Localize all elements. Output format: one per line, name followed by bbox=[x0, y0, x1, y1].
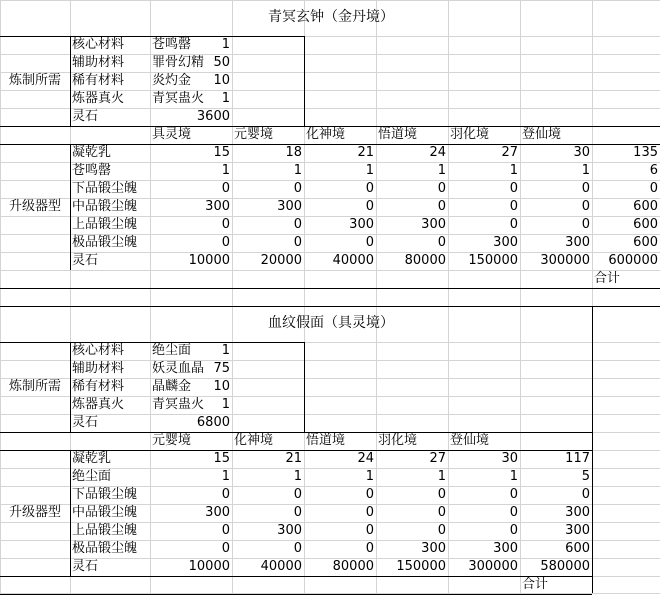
border-line bbox=[70, 342, 71, 432]
upgrade-value: 0 bbox=[221, 181, 230, 196]
upgrade-value: 1 bbox=[509, 469, 518, 484]
upgrade-row-label: 中品锻尘魄 bbox=[72, 199, 138, 214]
upgrade-value: 0 bbox=[581, 487, 590, 502]
craft-row-label: 辅助材料 bbox=[72, 55, 125, 70]
craft-item-name: 绝尘面 bbox=[152, 343, 192, 358]
upgrade-value: 0 bbox=[365, 523, 374, 538]
upgrade-value: 300 bbox=[277, 199, 302, 214]
craft-item-qty: 6800 bbox=[196, 415, 230, 430]
upgrade-value: 300 bbox=[421, 541, 446, 556]
gridline bbox=[232, 0, 233, 593]
upgrade-value: 300 bbox=[349, 217, 374, 232]
upgrade-value: 1 bbox=[293, 469, 302, 484]
craft-section-label: 炼制所需 bbox=[8, 73, 61, 88]
upgrade-section-label: 升级器型 bbox=[8, 199, 61, 214]
upgrade-value: 0 bbox=[365, 541, 374, 556]
upgrade-value: 300 bbox=[205, 505, 230, 520]
total-label: 合计 bbox=[594, 271, 621, 286]
tier-header: 元婴境 bbox=[152, 433, 192, 448]
upgrade-value: 300000 bbox=[468, 559, 518, 574]
tier-header: 悟道境 bbox=[306, 433, 346, 448]
upgrade-value: 117 bbox=[565, 451, 590, 466]
upgrade-value: 0 bbox=[437, 181, 446, 196]
craft-row-label: 稀有材料 bbox=[72, 379, 125, 394]
upgrade-value: 20000 bbox=[260, 253, 302, 268]
border-line bbox=[304, 36, 305, 126]
upgrade-value: 300000 bbox=[540, 253, 590, 268]
craft-row-label: 核心材料 bbox=[72, 37, 125, 52]
upgrade-row-label: 凝乾乳 bbox=[72, 145, 112, 160]
craft-row-label: 辅助材料 bbox=[72, 361, 125, 376]
upgrade-value: 600 bbox=[633, 235, 658, 250]
tier-header: 化神境 bbox=[306, 127, 346, 142]
upgrade-row-label: 上品锻尘魄 bbox=[72, 523, 138, 538]
upgrade-value: 0 bbox=[221, 523, 230, 538]
craft-item-name: 炎灼金 bbox=[152, 73, 192, 88]
craft-item-qty: 1 bbox=[221, 343, 230, 358]
craft-item-name: 妖灵血晶 bbox=[152, 361, 205, 376]
upgrade-value: 0 bbox=[649, 181, 658, 196]
gridline bbox=[0, 0, 1, 593]
upgrade-value: 0 bbox=[509, 217, 518, 232]
upgrade-value: 1 bbox=[581, 163, 590, 178]
upgrade-value: 0 bbox=[509, 523, 518, 538]
upgrade-value: 0 bbox=[437, 235, 446, 250]
craft-item-name: 苍鸣罄 bbox=[152, 37, 192, 52]
upgrade-value: 0 bbox=[509, 199, 518, 214]
tier-header: 具灵境 bbox=[152, 127, 192, 142]
upgrade-row-label: 极品锻尘魄 bbox=[72, 541, 138, 556]
upgrade-value: 1 bbox=[509, 163, 518, 178]
upgrade-value: 5 bbox=[581, 469, 590, 484]
upgrade-value: 1 bbox=[365, 163, 374, 178]
upgrade-value: 600000 bbox=[608, 253, 658, 268]
border-line bbox=[304, 342, 305, 432]
upgrade-value: 300 bbox=[421, 217, 446, 232]
upgrade-value: 10000 bbox=[188, 253, 230, 268]
craft-item-qty: 1 bbox=[221, 397, 230, 412]
upgrade-value: 24 bbox=[429, 145, 446, 160]
gridline bbox=[0, 270, 660, 271]
craft-item-name: 青冥蛊火 bbox=[152, 91, 205, 106]
border-line bbox=[0, 288, 660, 289]
upgrade-value: 150000 bbox=[396, 559, 446, 574]
craft-item-qty: 75 bbox=[213, 361, 230, 376]
tier-header: 羽化境 bbox=[378, 433, 418, 448]
upgrade-value: 0 bbox=[293, 541, 302, 556]
border-line bbox=[70, 144, 71, 270]
upgrade-row-label: 凝乾乳 bbox=[72, 451, 112, 466]
upgrade-row-label: 下品锻尘魄 bbox=[72, 487, 138, 502]
tier-header: 登仙境 bbox=[522, 127, 562, 142]
upgrade-value: 1 bbox=[437, 469, 446, 484]
total-label: 合计 bbox=[522, 577, 549, 592]
block-title: 青冥玄钟（金丹境） bbox=[268, 9, 394, 25]
upgrade-value: 10000 bbox=[188, 559, 230, 574]
tier-header: 登仙境 bbox=[450, 433, 490, 448]
border-line bbox=[70, 36, 71, 126]
upgrade-value: 0 bbox=[293, 487, 302, 502]
craft-row-label: 灵石 bbox=[72, 415, 99, 430]
upgrade-row-label: 极品锻尘魄 bbox=[72, 235, 138, 250]
upgrade-value: 0 bbox=[365, 199, 374, 214]
upgrade-value: 0 bbox=[293, 217, 302, 232]
upgrade-value: 150000 bbox=[468, 253, 518, 268]
upgrade-value: 300 bbox=[277, 523, 302, 538]
upgrade-value: 0 bbox=[293, 505, 302, 520]
craft-row-label: 稀有材料 bbox=[72, 73, 125, 88]
upgrade-value: 0 bbox=[293, 181, 302, 196]
craft-row-label: 炼器真火 bbox=[72, 91, 125, 106]
upgrade-value: 0 bbox=[509, 505, 518, 520]
upgrade-value: 0 bbox=[365, 181, 374, 196]
upgrade-value: 15 bbox=[213, 451, 230, 466]
upgrade-value: 0 bbox=[221, 541, 230, 556]
upgrade-value: 600 bbox=[633, 217, 658, 232]
upgrade-value: 1 bbox=[293, 163, 302, 178]
upgrade-row-label: 灵石 bbox=[72, 559, 99, 574]
craft-item-qty: 1 bbox=[221, 37, 230, 52]
upgrade-value: 580000 bbox=[540, 559, 590, 574]
upgrade-value: 0 bbox=[437, 505, 446, 520]
upgrade-value: 300 bbox=[565, 235, 590, 250]
upgrade-value: 0 bbox=[293, 235, 302, 250]
upgrade-value: 0 bbox=[221, 487, 230, 502]
upgrade-value: 21 bbox=[285, 451, 302, 466]
upgrade-value: 600 bbox=[633, 199, 658, 214]
upgrade-value: 30 bbox=[573, 145, 590, 160]
upgrade-value: 80000 bbox=[332, 559, 374, 574]
upgrade-row-label: 苍鸣罄 bbox=[72, 163, 112, 178]
upgrade-value: 6 bbox=[649, 163, 658, 178]
gridline bbox=[520, 0, 521, 593]
craft-item-name: 罪骨幻精 bbox=[152, 55, 205, 70]
upgrade-value: 1 bbox=[437, 163, 446, 178]
upgrade-section-label: 升级器型 bbox=[8, 505, 61, 520]
tier-header: 羽化境 bbox=[450, 127, 490, 142]
craft-item-qty: 10 bbox=[213, 73, 230, 88]
upgrade-value: 0 bbox=[509, 181, 518, 196]
upgrade-value: 21 bbox=[357, 145, 374, 160]
upgrade-value: 300 bbox=[493, 541, 518, 556]
craft-item-qty: 10 bbox=[213, 379, 230, 394]
upgrade-value: 18 bbox=[285, 145, 302, 160]
upgrade-value: 0 bbox=[437, 523, 446, 538]
upgrade-value: 24 bbox=[357, 451, 374, 466]
upgrade-value: 15 bbox=[213, 145, 230, 160]
upgrade-value: 1 bbox=[365, 469, 374, 484]
craft-item-name: 晶麟金 bbox=[152, 379, 192, 394]
upgrade-value: 300 bbox=[565, 505, 590, 520]
craft-item-qty: 3600 bbox=[196, 109, 230, 124]
upgrade-value: 0 bbox=[365, 505, 374, 520]
gridline bbox=[376, 0, 377, 593]
craft-row-label: 灵石 bbox=[72, 109, 99, 124]
craft-section-label: 炼制所需 bbox=[8, 379, 61, 394]
tier-header: 元婴境 bbox=[234, 127, 274, 142]
craft-row-label: 核心材料 bbox=[72, 343, 125, 358]
upgrade-value: 30 bbox=[501, 451, 518, 466]
upgrade-value: 40000 bbox=[260, 559, 302, 574]
upgrade-row-label: 灵石 bbox=[72, 253, 99, 268]
upgrade-value: 0 bbox=[221, 217, 230, 232]
block-title: 血纹假面（具灵境） bbox=[268, 315, 394, 331]
border-line bbox=[70, 450, 71, 576]
craft-item-qty: 50 bbox=[213, 55, 230, 70]
upgrade-value: 0 bbox=[581, 217, 590, 232]
upgrade-value: 0 bbox=[437, 199, 446, 214]
tier-header: 化神境 bbox=[234, 433, 274, 448]
upgrade-value: 135 bbox=[633, 145, 658, 160]
craft-item-qty: 1 bbox=[221, 91, 230, 106]
upgrade-value: 27 bbox=[501, 145, 518, 160]
upgrade-value: 600 bbox=[565, 541, 590, 556]
craft-row-label: 炼器真火 bbox=[72, 397, 125, 412]
upgrade-value: 300 bbox=[493, 235, 518, 250]
upgrade-value: 0 bbox=[221, 235, 230, 250]
upgrade-row-label: 上品锻尘魄 bbox=[72, 217, 138, 232]
upgrade-value: 0 bbox=[365, 235, 374, 250]
upgrade-value: 1 bbox=[221, 469, 230, 484]
gridline bbox=[150, 0, 151, 593]
upgrade-value: 40000 bbox=[332, 253, 374, 268]
border-line bbox=[592, 306, 593, 593]
border-line bbox=[0, 576, 592, 577]
craft-item-name: 青冥蛊火 bbox=[152, 397, 205, 412]
upgrade-value: 80000 bbox=[404, 253, 446, 268]
upgrade-row-label: 中品锻尘魄 bbox=[72, 505, 138, 520]
upgrade-value: 300 bbox=[205, 199, 230, 214]
tier-header: 悟道境 bbox=[378, 127, 418, 142]
upgrade-value: 0 bbox=[509, 487, 518, 502]
upgrade-value: 0 bbox=[365, 487, 374, 502]
gridline bbox=[448, 0, 449, 593]
upgrade-value: 0 bbox=[581, 181, 590, 196]
upgrade-value: 0 bbox=[437, 487, 446, 502]
upgrade-value: 0 bbox=[581, 199, 590, 214]
upgrade-row-label: 下品锻尘魄 bbox=[72, 181, 138, 196]
upgrade-value: 27 bbox=[429, 451, 446, 466]
gridline bbox=[0, 0, 660, 1]
upgrade-value: 300 bbox=[565, 523, 590, 538]
border-line bbox=[0, 306, 592, 307]
upgrade-row-label: 绝尘面 bbox=[72, 469, 112, 484]
upgrade-value: 1 bbox=[221, 163, 230, 178]
